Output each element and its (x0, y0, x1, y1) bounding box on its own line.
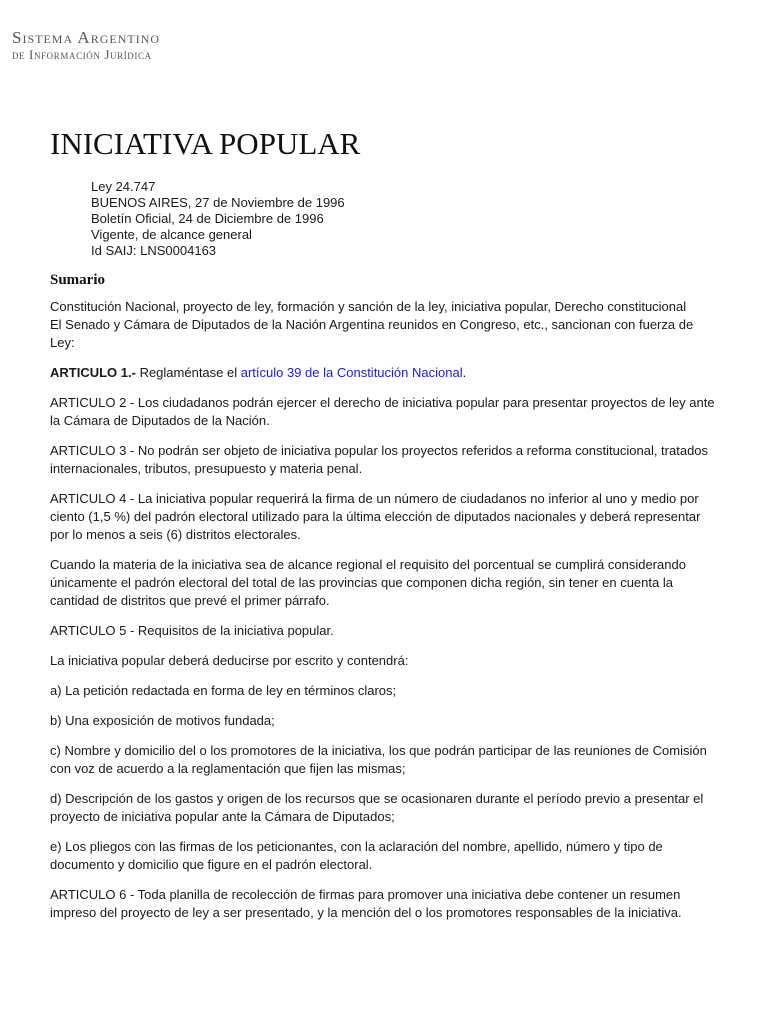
article-5: ARTICULO 5 - Requisitos de la iniciativa popular. (50, 623, 334, 638)
article-1-label: ARTICULO 1.- (50, 365, 136, 380)
law-metadata (91, 179, 345, 259)
document-body (50, 298, 720, 934)
logo-line-1: Sistema Argentino (12, 28, 161, 47)
requirement-a: a) La petición redactada en forma de ley en términos claros; (50, 683, 397, 698)
article-6: ARTICULO 6 - Toda planilla de recolección de firmas para promover una iniciativa debe contener un resumen impreso del proyecto de ley a ser presentado, y la mención del o los promotores responsables de la iniciativa. (50, 887, 682, 920)
requirement-e: e) Los pliegos con las firmas de los peticionantes, con la aclaración del nombre, apellido, número y tipo de documento y domicilio que figure en el padrón electoral. (50, 839, 663, 872)
constitution-article-39-link[interactable]: artículo 39 de la Constitución Nacional (240, 365, 463, 380)
document-title: INICIATIVA POPULAR (50, 126, 361, 161)
saij-id: Id SAIJ: LNS0004163 (91, 243, 217, 258)
article-1-text: Reglaméntase el (135, 365, 241, 380)
article-2: ARTICULO 2 - Los ciudadanos podrán ejercer el derecho de iniciativa popular para presentar proyectos de ley ante la Cámara de Diputados de la Nación. (50, 395, 715, 428)
saij-logo (12, 29, 160, 61)
logo-line-2: de Información Jurídica (12, 47, 152, 62)
law-status: Vigente, de alcance general (91, 227, 252, 242)
boletin-oficial-date: Boletín Oficial, 24 de Diciembre de 1996 (91, 211, 324, 226)
law-number: Ley 24.747 (91, 179, 156, 194)
article-1 (50, 364, 720, 382)
requirement-c: c) Nombre y domicilio del o los promotores de la iniciativa, los que podrán participar de las reuniones de Comisión con voz de acuerdo a la reglamentación que fijen las mismas; (50, 743, 707, 776)
sumario-keywords: Constitución Nacional, proyecto de ley, formación y sanción de la ley, iniciativa popular, Derecho constitucional (50, 299, 687, 314)
article-3: ARTICULO 3 - No podrán ser objeto de iniciativa popular los proyectos referidos a reforma constitucional, tratados internacionales, tributos, presupuesto y materia penal. (50, 443, 709, 476)
requirement-b: b) Una exposición de motivos fundada; (50, 713, 275, 728)
sumario-heading: Sumario (50, 272, 106, 288)
article-4: ARTICULO 4 - La iniciativa popular requerirá la firma de un número de ciudadanos no inferior al uno y medio por ciento (1,5 %) del padrón electoral utilizado para la última elección de diputados nacionales y deberá representar por lo menos a seis (6) distritos electorales. (50, 491, 701, 542)
article-5-intro: La iniciativa popular deberá deducirse por escrito y contendrá: (50, 653, 409, 668)
article-4-regional: Cuando la materia de la iniciativa sea de alcance regional el requisito del porcentual se cumplirá considerando únicamente el padrón electoral del total de las provincias que componen dicha región, sin tener en cuenta la cantidad de distritos que prevé el primer párrafo. (50, 557, 686, 608)
preamble: El Senado y Cámara de Diputados de la Nación Argentina reunidos en Congreso, etc., sancionan con fuerza de Ley: (50, 317, 694, 350)
article-1-end: . (462, 365, 467, 380)
requirement-d: d) Descripción de los gastos y origen de los recursos que se ocasionaren durante el período previo a presentar el proyecto de iniciativa popular ante la Cámara de Diputados; (50, 791, 704, 824)
law-place-date: BUENOS AIRES, 27 de Noviembre de 1996 (91, 195, 345, 210)
